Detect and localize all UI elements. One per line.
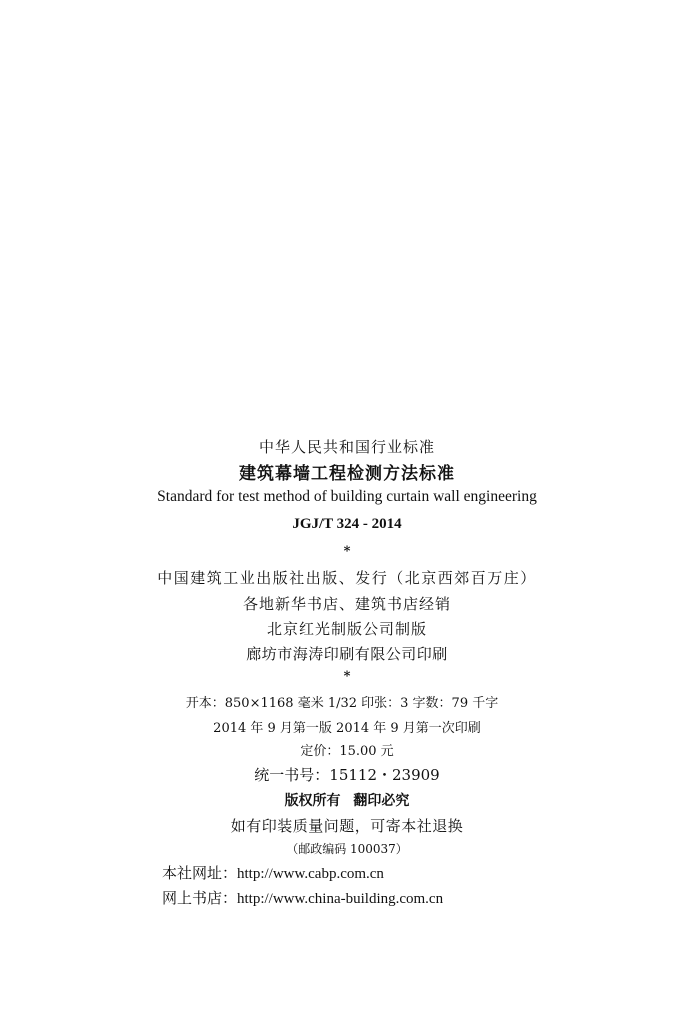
standard-series: 中华人民共和国行业标准 xyxy=(258,438,435,456)
edition-line: 2014 年 9 月第一版 2014 年 9 月第一次印刷 xyxy=(213,721,481,736)
separator-asterisk: * xyxy=(343,544,351,559)
return-note-line: 如有印装质量问题，可寄本社退换 xyxy=(230,817,464,835)
website-label: 本社网址： xyxy=(162,864,238,882)
format-line: 开本：850×1168 毫米 1/32 印张：3 字数：79 千字 xyxy=(185,696,499,711)
separator-asterisk: * xyxy=(343,669,351,684)
copyright-line: 版权所有 翻印必究 xyxy=(284,793,410,809)
title-english: Standard for test method of building curtain wall engineering xyxy=(157,488,537,505)
bookstore-line xyxy=(162,887,443,908)
book-number-line: 统一书号：15112・23909 xyxy=(254,766,440,784)
website-line xyxy=(162,862,384,883)
standard-code: JGJ/T 324 - 2014 xyxy=(292,516,402,532)
bookstore-url: http://www.china-building.com.cn xyxy=(237,891,444,907)
price-line: 定价：15.00 元 xyxy=(300,744,394,759)
plate-maker-line: 北京红光制版公司制版 xyxy=(266,620,427,638)
distributor-line: 各地新华书店、建筑书店经销 xyxy=(242,595,451,613)
printer-line: 廊坊市海涛印刷有限公司印刷 xyxy=(246,645,448,663)
title-chinese: 建筑幕墙工程检测方法标准 xyxy=(239,464,455,484)
website-url: http://www.cabp.com.cn xyxy=(237,866,384,882)
bookstore-label: 网上书店： xyxy=(162,889,238,907)
publisher-line: 中国建筑工业出版社出版、发行（北京西郊百万庄） xyxy=(157,569,537,587)
postal-code-line: （邮政编码 100037） xyxy=(286,842,408,856)
